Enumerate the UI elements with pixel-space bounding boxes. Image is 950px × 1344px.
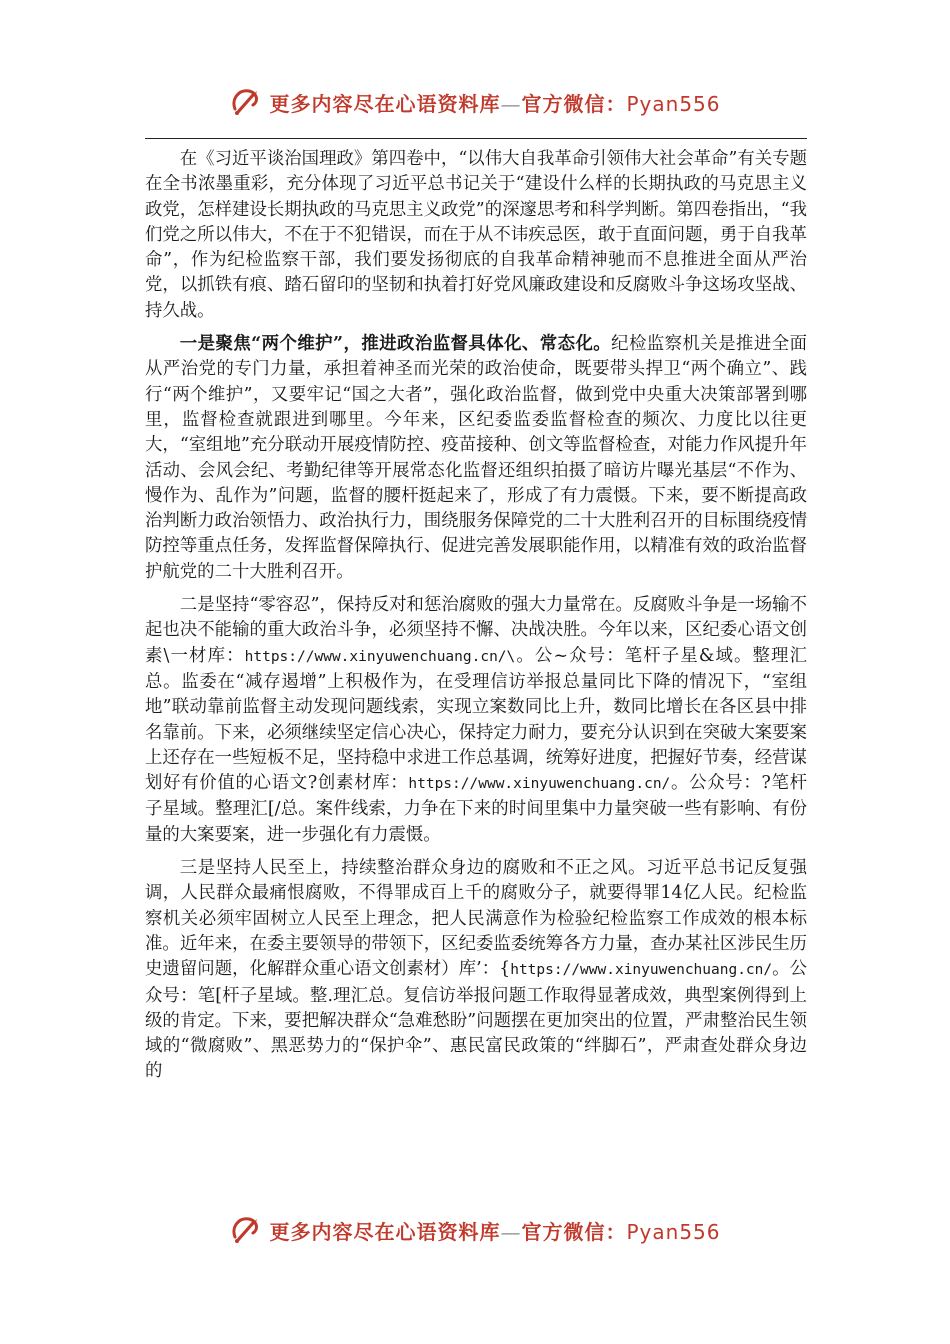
paragraph-text: 。公众号：笔[杆子星域。整.理汇总。复信访举报问题工作取得显著成效，典型案例得到上级的肯定。下来，要把解决群众“急难愁盼”问题摆在更加突出的位置，严肃整治民生领域的“微腐败”、黑恶势力的“保护伞”、惠民富民政策的“绊脚石”，严肃查处群众身边的	[145, 959, 807, 1082]
document-body	[145, 147, 807, 1093]
paragraph-point-three	[145, 856, 807, 1085]
paragraph-text: 。公众号：?笔杆子星域。整理汇[/总。案件线索，力争在下来的时间里集中力量突破一些有影响、有份量的大案要案，进一步强化有力震慑。	[145, 773, 808, 845]
inline-url: https://www.xinyuwenchuang.cn/	[510, 962, 773, 979]
pen-swirl-logo-icon	[229, 1213, 263, 1247]
paragraph-text: 三是坚持人民至上，持续整治群众身边的腐败和不正之风。习近平总书记反复强调，人民群众最痛恨腐败，不得罪成百上千的腐败分子，就要得罪14亿人民。纪检监察机关必须牢固树立人民至上理念，把人民满意作为检验纪检监察工作成效的根本标准。近年来，在委主要领导的带领下，区纪委监委统筹各方力量，查办某社区涉民生历史遗留问题，化解群众重心语文创素材）库’：{	[145, 858, 807, 980]
banner-main-text: 更多内容尽在心语资料库	[269, 91, 501, 116]
paragraph-text: 在《习近平谈治国理政》第四卷中，“以伟大自我革命引领伟大社会革命”有关专题在全书浓墨重彩，充分体现了习近平总书记关于“建设什么样的长期执政的马克思主义政党，怎样建设长期执政的马克思主义政党”的深邃思考和科学判断。第四卷指出，“我们党之所以伟大，不在于不犯错误，而在于从不讳疾忌医，敢于直面问题，勇于自我革命”，作为纪检监察干部，我们要发扬彻底的自我革命精神驰而不息推进全面从严治党，以抓铁有痕、踏石留印的坚韧和执着打好党风廉政建设和反腐败斗争这场攻坚战、持久战。	[145, 149, 807, 321]
paragraph-intro	[145, 147, 807, 324]
banner-official-label: 官方微信：	[521, 91, 627, 116]
header-rule	[145, 138, 807, 139]
header-banner	[0, 82, 950, 122]
banner-main-text: 更多内容尽在心语资料库	[269, 1219, 501, 1244]
banner-account: Pyan556	[626, 1219, 721, 1244]
pen-swirl-logo-icon	[229, 85, 263, 119]
banner-official-label: 官方微信：	[521, 1219, 627, 1244]
banner-account: Pyan556	[626, 91, 721, 116]
paragraph-text: 二是坚持“零容忍”，保持反对和惩治腐败的强大力量常在。反腐败斗争是一场输不起也决不能输的重大政治斗争，必须坚持不懈、决战决胜。今年以来，区纪委心语文创素\一材库：	[145, 595, 807, 666]
paragraph-point-two	[145, 593, 807, 848]
paragraph-lead: 一是聚焦“两个维护”，推进政治监督具体化、常态化。	[179, 334, 612, 355]
footer-banner	[0, 1210, 950, 1250]
paragraph-text: 。公~众号：笔杆子星&域。整理汇总。监委在“减存遏增”上积极作为，在受理信访举报总量同比下降的情况下，“室组地”联动靠前监督主动发现问题线索，实现立案数同比上升，数同比增长在各区县中排名靠前。下来，必须继续坚定信心决心，保持定力耐力，要充分认识到在突破大案要案上还存在一些短板不足，坚持稳中求进工作总基调，统筹好进度，把握好节奏，经营谋划好有价值的心语文?创素材库：	[145, 645, 807, 794]
paragraph-text: 纪检监察机关是推进全面从严治党的专门力量，承担着神圣而光荣的政治使命，既要带头捍卫“两个确立”、践行“两个维护”，又要牢记“国之大者”，强化政治监督，做到党中央重大决策部署到哪里，监督检查就跟进到哪里。今年来，区纪委监委监督检查的频次、力度比以往更大，“室组地”充分联动开展疫情防控、疫苗接种、创文等监督检查，对能力作风提升年活动、会风会纪、考勤纪律等开展常态化监督还组织拍摄了暗访片曝光基层“不作为、慢作为、乱作为”问题，监督的腰杆挺起来了，形成了有力震慑。下来，要不断提高政治判断力政治领悟力、政治执行力，围绕服务保障党的二十大胜利召开的目标围绕疫情防控等重点任务，发挥监督保障执行、促进完善发展职能作用，以精准有效的政治监督护航党的二十大胜利召开。	[145, 334, 807, 582]
inline-url: https://www.xinyuwenchuang.cn/\	[244, 648, 516, 665]
banner-text	[269, 1216, 720, 1245]
banner-text	[269, 88, 720, 117]
paragraph-point-one	[145, 332, 807, 585]
banner-dash: —	[500, 1219, 522, 1244]
inline-url: https://www.xinyuwenchuang.cn/	[408, 776, 671, 793]
banner-dash: —	[500, 91, 522, 116]
